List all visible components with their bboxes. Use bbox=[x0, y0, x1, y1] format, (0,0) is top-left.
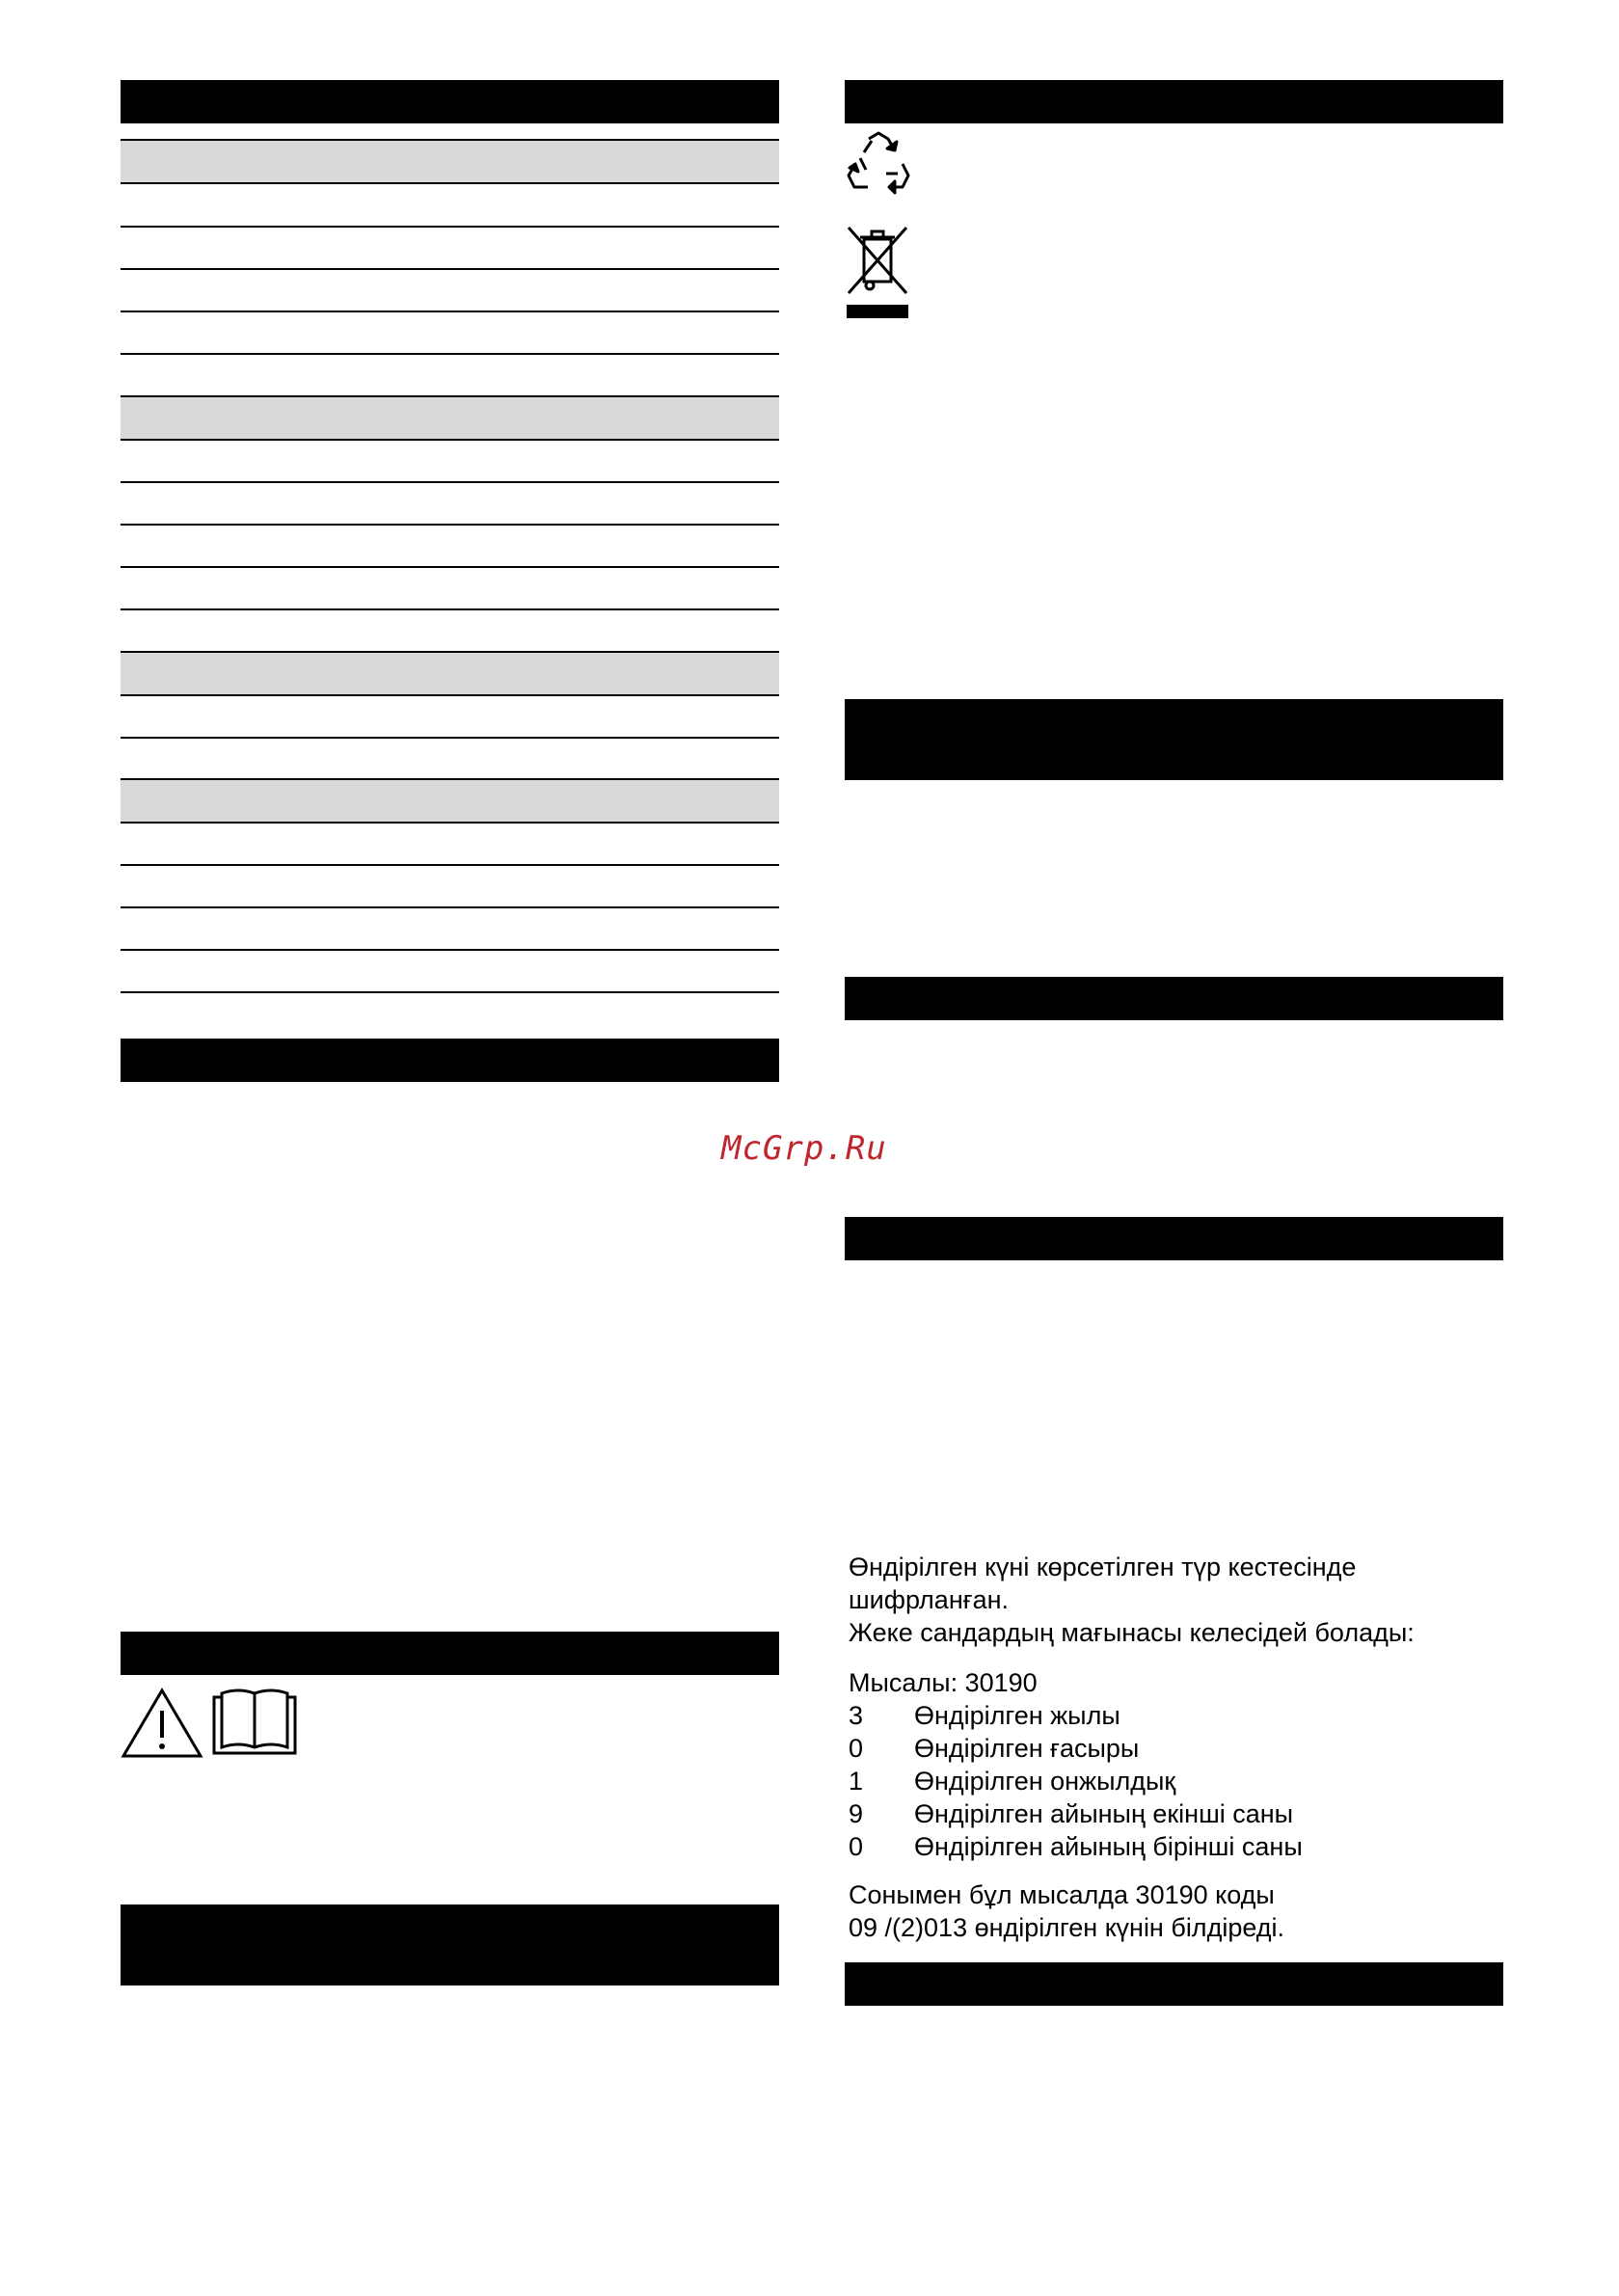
spec-table-group-row bbox=[121, 652, 779, 694]
date-line-3: Жеке сандардың мағынасы келесідей болады: bbox=[849, 1618, 1415, 1647]
table-rule bbox=[121, 182, 779, 184]
list-item-number: 3 bbox=[849, 1701, 864, 1730]
left-header-bar-2 bbox=[121, 1039, 779, 1082]
table-rule bbox=[121, 608, 779, 610]
table-rule bbox=[121, 694, 779, 696]
list-item bbox=[849, 1765, 1175, 1797]
list-item-text: Өндірілген айының бірінші саны bbox=[914, 1832, 1303, 1861]
crossed-out-bin-icon bbox=[845, 224, 910, 320]
date-line-1: Өндірілген күні көрсетілген түр кестесінде bbox=[849, 1553, 1357, 1581]
table-rule bbox=[121, 906, 779, 908]
left-header-bar-1 bbox=[121, 80, 779, 123]
table-rule bbox=[121, 737, 779, 739]
right-header-bar-5 bbox=[845, 1962, 1503, 2006]
table-rule bbox=[121, 864, 779, 866]
table-rule bbox=[121, 524, 779, 526]
spec-table-group-row bbox=[121, 779, 779, 822]
table-rule bbox=[121, 139, 779, 141]
table-rule bbox=[121, 651, 779, 653]
recycle-icon bbox=[845, 131, 912, 197]
table-rule bbox=[121, 268, 779, 270]
list-item-number: 9 bbox=[849, 1799, 864, 1828]
left-header-bar-4 bbox=[121, 1904, 779, 1985]
list-item-text: Өндірілген жылы bbox=[914, 1701, 1120, 1730]
list-item-number: 0 bbox=[849, 1734, 864, 1763]
table-rule bbox=[121, 395, 779, 397]
list-item-text: Өндірілген онжылдық bbox=[914, 1767, 1176, 1796]
open-book-icon bbox=[212, 1688, 297, 1755]
warning-triangle-icon bbox=[121, 1688, 203, 1759]
table-rule bbox=[121, 949, 779, 951]
table-rule bbox=[121, 991, 779, 993]
spec-table-group-row bbox=[121, 140, 779, 182]
spec-table-group-row bbox=[121, 396, 779, 439]
left-header-bar-3 bbox=[121, 1632, 779, 1675]
list-item bbox=[849, 1699, 1120, 1732]
list-item bbox=[849, 1830, 1303, 1863]
list-item-number: 1 bbox=[849, 1767, 864, 1796]
list-item-text: Өндірілген ғасыры bbox=[914, 1734, 1140, 1763]
right-header-bar-3 bbox=[845, 977, 1503, 1020]
table-rule bbox=[121, 311, 779, 312]
list-item bbox=[849, 1797, 1293, 1830]
watermark-text: McGrp.Ru bbox=[721, 1129, 887, 1168]
table-rule bbox=[121, 226, 779, 228]
right-header-bar-1 bbox=[845, 80, 1503, 123]
list-item bbox=[849, 1732, 1139, 1765]
table-rule bbox=[121, 353, 779, 355]
right-header-bar-4 bbox=[845, 1217, 1503, 1260]
summary-line-2: 09 /(2)013 өндірілген күнін білдіреді. bbox=[849, 1913, 1285, 1942]
table-rule bbox=[121, 481, 779, 483]
table-rule bbox=[121, 822, 779, 824]
right-header-bar-2 bbox=[845, 699, 1503, 780]
list-item-number: 0 bbox=[849, 1832, 864, 1861]
example-line: Мысалы: 30190 bbox=[849, 1668, 1038, 1697]
date-line-2: шифрланған. bbox=[849, 1585, 1010, 1614]
list-item-text: Өндірілген айының екінші саны bbox=[914, 1799, 1294, 1828]
table-rule bbox=[121, 439, 779, 441]
table-rule bbox=[121, 778, 779, 780]
summary-line-1: Сонымен бұл мысалда 30190 коды bbox=[849, 1880, 1275, 1909]
table-rule bbox=[121, 566, 779, 568]
